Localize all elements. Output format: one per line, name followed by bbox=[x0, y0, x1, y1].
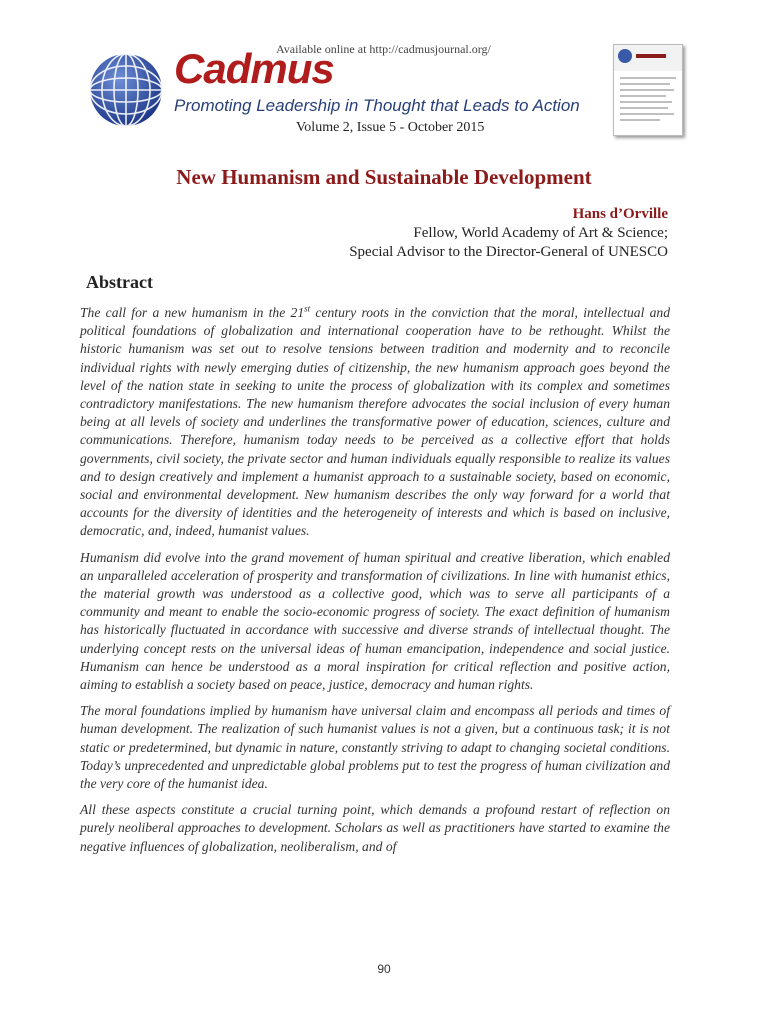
availability-line: Available online at http://cadmusjournal.org/ bbox=[276, 42, 491, 56]
paragraph-3: The moral foundations implied by humanism have universal claim and encompass all periods and times of human development. The realization of such humanist values is not a given, but a continuous task; it is not static or predetermined, but dynamic in nature, constantly striving to adapt to changing societal conditions. Today’s unprecedented and unpredictable global problems put to test the progress of human civilization and the very core of the humanist idea. bbox=[80, 703, 670, 792]
journal-cover-thumbnail bbox=[613, 44, 683, 136]
globe-logo-icon bbox=[86, 50, 166, 130]
volume-issue: Volume 2, Issue 5 - October 2015 bbox=[296, 120, 485, 135]
paragraph-1: The call for a new humanism in the 21st century roots in the conviction that the moral, intellectual and political foundations of globalization and international cooperation have to be rethought. Whilst the historic humanism was set out to resolve tensions between tradition and modernity and to reconcile individual rights with newly emerging duties of citizenship, the new humanism approach goes beyond the level of the nation state in seeking to unite the process of globalization with its complex and sometimes contradictory manifestations. The new humanism therefore advocates the social inclusion of every human being at all levels of society and underlines the transformative power of education, sciences, culture and communications. Therefore, humanism today needs to be perceived as a collective effort that holds governments, civil society, the private sector and human individuals equally responsible to realize its values and to design creatively and implement a humanist approach to a sustainable society, based on economic, social and environmental development. New humanism describes the only way forward for a world that accounts for the diversity of identities and the heterogeneity of interests and which is based on inclusive, democratic, and, indeed, humanist values. bbox=[80, 303, 671, 539]
journal-header bbox=[0, 0, 768, 150]
cover-seal-icon bbox=[618, 49, 632, 63]
page-number: 90 bbox=[377, 962, 391, 976]
author-name: Hans d’Orville bbox=[572, 206, 668, 222]
paragraph-2: Humanism did evolve into the grand movement of human spiritual and creative liberation, which enabled an unparalleled acceleration of prosperity and transformation of civilizations. In line with humanist ethics, the material growth was understood as a collective good, which was to serve all participants of a community and meant to enable the socio-economic progress of society. The exact definition of humanism has historically fluctuated in accordance with successive and diverse strands of intellectual thought. The underlying concept rests on the universal ideas of human emancipation, independence and social justice. Humanism can hence be understood as a moral inspiration for critical reflection and positive action, aiming to establish a society based on peace, justice, democracy and human rights. bbox=[80, 549, 670, 693]
journal-brand: Cadmus bbox=[174, 45, 334, 92]
article-title: New Humanism and Sustainable Development bbox=[176, 165, 592, 189]
author-affiliation-1: Fellow, World Academy of Art & Science; bbox=[413, 225, 668, 241]
abstract-heading: Abstract bbox=[86, 272, 153, 292]
abstract-body bbox=[80, 304, 670, 864]
author-affiliation-2: Special Advisor to the Director-General of UNESCO bbox=[349, 244, 668, 260]
journal-tagline: Promoting Leadership in Thought that Leads to Action bbox=[174, 96, 580, 115]
paragraph-4: All these aspects constitute a crucial turning point, which demands a profound restart of reflection on purely neoliberal approaches to development. Scholars as well as practitioners have started to examine the negative influences of globalization, neoliberalism, and of bbox=[80, 802, 670, 854]
